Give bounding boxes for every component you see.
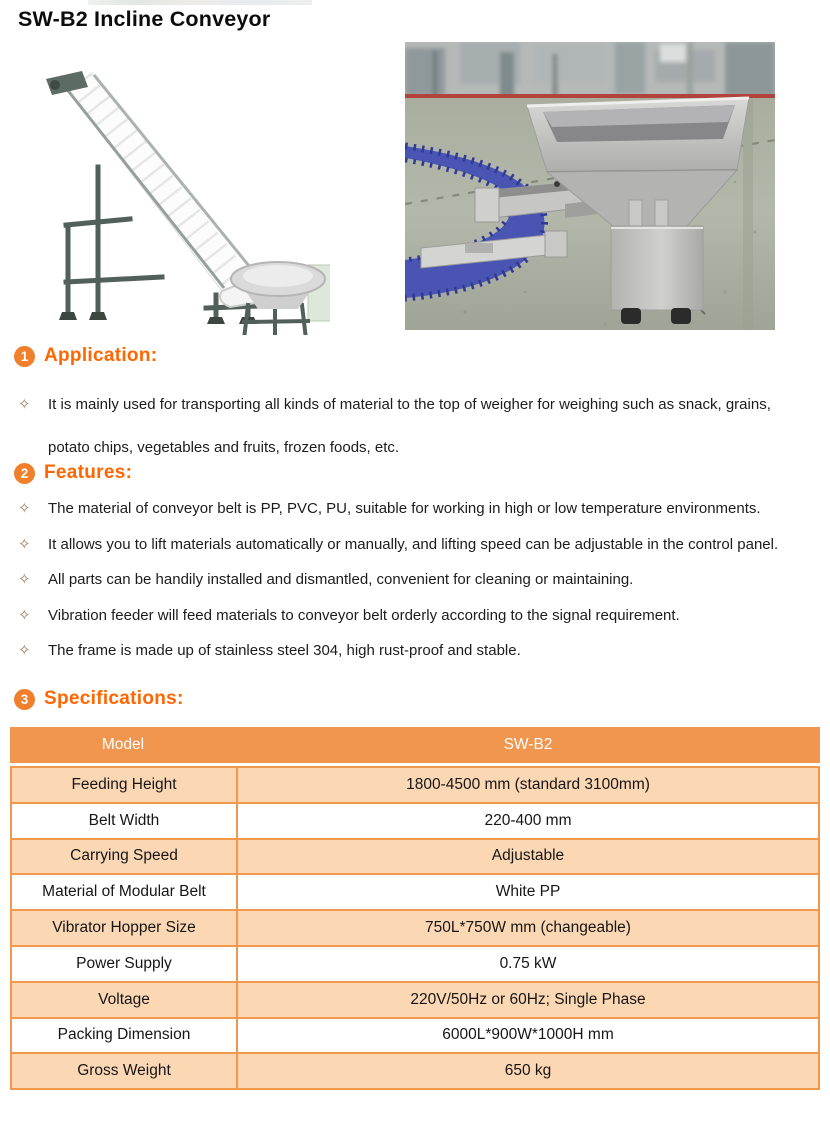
table-row — [11, 767, 819, 803]
spec-label: Material of Modular Belt — [11, 874, 237, 910]
incline-conveyor-image — [10, 55, 330, 335]
table-row — [11, 982, 819, 1018]
spec-value: 1800-4500 mm (standard 3100mm) — [237, 767, 819, 803]
spec-label: Carrying Speed — [11, 839, 237, 875]
spec-value: White PP — [237, 874, 819, 910]
spec-label: Feeding Height — [11, 767, 237, 803]
spec-label: Voltage — [11, 982, 237, 1018]
feature-text: The material of conveyor belt is PP, PVC, PU, suitable for working in high or low temperature environments. — [48, 500, 761, 517]
section-title-application: Application: — [44, 345, 158, 366]
top-image-fragment — [88, 0, 312, 5]
spec-value: 650 kg — [237, 1053, 819, 1089]
list-item — [16, 606, 828, 626]
spec-value: 220V/50Hz or 60Hz; Single Phase — [237, 982, 819, 1018]
table-row — [11, 803, 819, 839]
vibrator-hopper-illustration — [405, 42, 775, 330]
section-header-features — [14, 461, 132, 485]
spec-table-header-row — [10, 727, 820, 763]
spec-header-model-value: SW-B2 — [503, 736, 553, 753]
section-title-features: Features: — [44, 462, 133, 483]
diamond-bullet-icon: ✧ — [18, 396, 31, 413]
vibrator-hopper-photo — [405, 42, 775, 330]
spec-label: Belt Width — [11, 803, 237, 839]
diamond-bullet-icon: ✧ — [18, 535, 31, 553]
page-title: SW-B2 Incline Conveyor — [18, 7, 271, 31]
table-row — [11, 874, 819, 910]
list-item — [16, 499, 828, 519]
diamond-bullet-icon: ✧ — [18, 606, 31, 624]
table-row — [11, 1018, 819, 1054]
feature-text: All parts can be handily installed and dismantled, convenient for cleaning or maintaining. — [48, 571, 634, 588]
spec-label: Power Supply — [11, 946, 237, 982]
table-row — [11, 946, 819, 982]
application-text: It is mainly used for transporting all kinds of material to the top of weigher for weighing such as snack, grains, potato chips, vegetables and fruits, frozen foods, etc. — [48, 396, 771, 456]
section-number-badge-3: 3 — [14, 689, 35, 710]
list-item — [16, 641, 828, 661]
section-header-application — [14, 344, 157, 368]
spec-label: Vibrator Hopper Size — [11, 910, 237, 946]
diamond-bullet-icon: ✧ — [18, 500, 31, 517]
diamond-bullet-icon: ✧ — [18, 571, 31, 588]
feature-text: Vibration feeder will feed materials to conveyor belt orderly according to the signal requirement. — [48, 606, 680, 624]
features-list — [16, 499, 828, 677]
feature-text: The frame is made up of stainless steel 304, high rust-proof and stable. — [48, 642, 521, 659]
spec-value: 220-400 mm — [237, 803, 819, 839]
diamond-bullet-icon: ✧ — [18, 642, 31, 659]
feature-text: It allows you to lift materials automatically or manually, and lifting speed can be adjustable in the control panel. — [48, 535, 779, 553]
spec-label: Gross Weight — [11, 1053, 237, 1089]
section-number-badge-2: 2 — [14, 463, 35, 484]
spec-value: 750L*750W mm (changeable) — [237, 910, 819, 946]
table-row — [11, 839, 819, 875]
section-title-specifications: Specifications: — [44, 688, 184, 709]
incline-conveyor-illustration — [10, 55, 330, 335]
specifications-table — [10, 727, 820, 1090]
table-row — [11, 1053, 819, 1089]
spec-value: 0.75 kW — [237, 946, 819, 982]
list-item — [16, 535, 828, 555]
table-row — [11, 910, 819, 946]
spec-value: 6000L*900W*1000H mm — [237, 1018, 819, 1054]
list-item — [16, 570, 828, 590]
section-header-specifications — [14, 687, 184, 711]
spec-table-body — [10, 766, 820, 1090]
spec-value: Adjustable — [237, 839, 819, 875]
section-number-badge-1: 1 — [14, 346, 35, 367]
spec-label: Packing Dimension — [11, 1018, 237, 1054]
spec-header-model-label: Model — [101, 736, 145, 753]
application-paragraph — [16, 383, 808, 469]
